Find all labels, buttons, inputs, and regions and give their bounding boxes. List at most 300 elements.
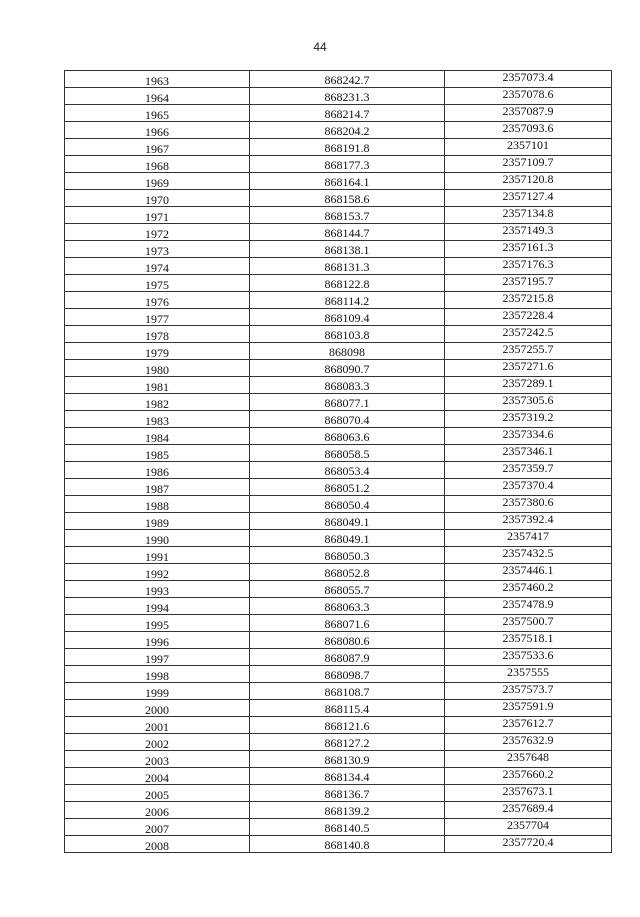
year-cell-text: 1978 [145, 329, 169, 343]
y-coordinate-cell-text: 2357446.1 [502, 563, 554, 577]
y-coordinate-cell [445, 224, 612, 241]
year-cell [65, 734, 250, 751]
x-coordinate-cell [250, 207, 445, 224]
table-row [65, 632, 612, 649]
y-coordinate-cell-text: 2357573.7 [502, 682, 554, 696]
table-row [65, 377, 612, 394]
year-cell [65, 496, 250, 513]
year-cell-text: 1979 [145, 346, 169, 360]
x-coordinate-cell-text: 868127.2 [324, 736, 370, 750]
y-coordinate-cell [445, 700, 612, 717]
y-coordinate-cell [445, 156, 612, 173]
year-cell-text: 1967 [145, 142, 169, 156]
table-row [65, 105, 612, 122]
table-row [65, 683, 612, 700]
year-cell-text: 1983 [145, 414, 169, 428]
x-coordinate-cell-text: 868204.2 [324, 124, 370, 138]
y-coordinate-cell-text: 2357632.9 [502, 733, 554, 747]
y-coordinate-cell-text: 2357271.6 [502, 359, 554, 373]
y-coordinate-cell-text: 2357704 [507, 818, 549, 832]
x-coordinate-cell-text: 868136.7 [324, 787, 370, 801]
y-coordinate-cell-text: 2357319.2 [502, 410, 554, 424]
year-cell [65, 292, 250, 309]
table-row [65, 581, 612, 598]
year-cell [65, 632, 250, 649]
year-cell [65, 105, 250, 122]
year-cell [65, 564, 250, 581]
y-coordinate-cell-text: 2357289.1 [502, 376, 554, 390]
year-cell-text: 1998 [145, 669, 169, 683]
y-coordinate-cell [445, 785, 612, 802]
year-cell [65, 156, 250, 173]
x-coordinate-cell [250, 292, 445, 309]
x-coordinate-cell-text: 868071.6 [324, 617, 370, 631]
y-coordinate-cell [445, 139, 612, 156]
x-coordinate-cell [250, 734, 445, 751]
table-row [65, 343, 612, 360]
y-coordinate-cell [445, 649, 612, 666]
year-cell [65, 224, 250, 241]
table-row [65, 275, 612, 292]
y-coordinate-cell-text: 2357255.7 [502, 342, 554, 356]
table-row [65, 462, 612, 479]
y-coordinate-cell [445, 598, 612, 615]
y-coordinate-cell [445, 683, 612, 700]
x-coordinate-cell-text: 868049.1 [324, 515, 370, 529]
year-cell-text: 1964 [145, 91, 169, 105]
table-row [65, 530, 612, 547]
x-coordinate-cell [250, 241, 445, 258]
x-coordinate-cell-text: 868177.3 [324, 158, 370, 172]
x-coordinate-cell-text: 868121.6 [324, 719, 370, 733]
year-cell [65, 666, 250, 683]
table-body [65, 71, 612, 853]
y-coordinate-cell-text: 2357127.4 [502, 189, 554, 203]
x-coordinate-cell [250, 360, 445, 377]
x-coordinate-cell-text: 868115.4 [324, 702, 370, 716]
year-cell [65, 785, 250, 802]
year-cell-text: 2004 [145, 771, 169, 785]
year-cell-text: 1972 [145, 227, 169, 241]
x-coordinate-cell-text: 868055.7 [324, 583, 370, 597]
y-coordinate-cell [445, 173, 612, 190]
y-coordinate-cell [445, 462, 612, 479]
y-coordinate-cell [445, 394, 612, 411]
y-coordinate-cell-text: 2357242.5 [502, 325, 554, 339]
table-row [65, 411, 612, 428]
y-coordinate-cell [445, 343, 612, 360]
x-coordinate-cell [250, 547, 445, 564]
year-cell-text: 1965 [145, 108, 169, 122]
y-coordinate-cell [445, 581, 612, 598]
y-coordinate-cell [445, 88, 612, 105]
year-cell-text: 2008 [145, 839, 169, 853]
table-row [65, 513, 612, 530]
year-cell-text: 1993 [145, 584, 169, 598]
year-cell-text: 1989 [145, 516, 169, 530]
y-coordinate-cell-text: 2357720.4 [502, 835, 554, 849]
table-row [65, 207, 612, 224]
table-row [65, 326, 612, 343]
y-coordinate-cell-text: 2357120.8 [502, 172, 554, 186]
table-row [65, 751, 612, 768]
x-coordinate-cell-text: 868080.6 [324, 634, 370, 648]
x-coordinate-cell [250, 802, 445, 819]
year-cell-text: 1963 [145, 74, 169, 88]
x-coordinate-cell [250, 683, 445, 700]
y-coordinate-cell [445, 802, 612, 819]
x-coordinate-cell [250, 819, 445, 836]
table-row [65, 598, 612, 615]
x-coordinate-cell-text: 868131.3 [324, 260, 370, 274]
table-row [65, 836, 612, 853]
y-coordinate-cell-text: 2357478.9 [502, 597, 554, 611]
y-coordinate-cell [445, 122, 612, 139]
table-row [65, 224, 612, 241]
year-cell [65, 462, 250, 479]
year-cell-text: 1986 [145, 465, 169, 479]
table-row [65, 394, 612, 411]
y-coordinate-cell-text: 2357334.6 [502, 427, 554, 441]
x-coordinate-cell-text: 868134.4 [324, 770, 370, 784]
year-cell [65, 309, 250, 326]
year-cell-text: 1984 [145, 431, 169, 445]
y-coordinate-cell [445, 275, 612, 292]
x-coordinate-cell-text: 868050.4 [324, 498, 370, 512]
x-coordinate-cell [250, 394, 445, 411]
table-row [65, 156, 612, 173]
y-coordinate-cell [445, 632, 612, 649]
x-coordinate-cell [250, 411, 445, 428]
year-cell [65, 190, 250, 207]
y-coordinate-cell [445, 190, 612, 207]
y-coordinate-cell [445, 428, 612, 445]
y-coordinate-cell-text: 2357228.4 [502, 308, 554, 322]
x-coordinate-cell-text: 868070.4 [324, 413, 370, 427]
table-row [65, 819, 612, 836]
x-coordinate-cell-text: 868098.7 [324, 668, 370, 682]
year-cell [65, 275, 250, 292]
x-coordinate-cell [250, 258, 445, 275]
x-coordinate-cell-text: 868108.7 [324, 685, 370, 699]
y-coordinate-cell-text: 2357149.3 [502, 223, 554, 237]
table-row [65, 649, 612, 666]
x-coordinate-cell-text: 868109.4 [324, 311, 370, 325]
year-cell [65, 173, 250, 190]
x-coordinate-cell [250, 275, 445, 292]
year-cell-text: 1980 [145, 363, 169, 377]
year-cell-text: 1975 [145, 278, 169, 292]
y-coordinate-cell-text: 2357087.9 [502, 104, 554, 118]
x-coordinate-cell [250, 326, 445, 343]
table-row [65, 496, 612, 513]
y-coordinate-cell-text: 2357500.7 [502, 614, 554, 628]
x-coordinate-cell [250, 462, 445, 479]
x-coordinate-cell [250, 122, 445, 139]
y-coordinate-cell-text: 2357689.4 [502, 801, 554, 815]
year-cell [65, 717, 250, 734]
x-coordinate-cell-text: 868191.8 [324, 141, 370, 155]
y-coordinate-cell-text: 2357078.6 [502, 87, 554, 101]
table-row [65, 258, 612, 275]
year-cell-text: 1981 [145, 380, 169, 394]
y-coordinate-cell [445, 292, 612, 309]
year-cell-text: 2002 [145, 737, 169, 751]
y-coordinate-cell [445, 615, 612, 632]
y-coordinate-cell [445, 836, 612, 853]
x-coordinate-cell [250, 666, 445, 683]
y-coordinate-cell-text: 2357417 [507, 529, 549, 543]
x-coordinate-cell-text: 868140.8 [324, 838, 370, 852]
year-cell-text: 1995 [145, 618, 169, 632]
x-coordinate-cell-text: 868077.1 [324, 396, 370, 410]
x-coordinate-cell-text: 868130.9 [324, 753, 370, 767]
x-coordinate-cell-text: 868158.6 [324, 192, 370, 206]
x-coordinate-cell [250, 377, 445, 394]
y-coordinate-cell-text: 2357161.3 [502, 240, 554, 254]
year-cell [65, 139, 250, 156]
y-coordinate-cell-text: 2357109.7 [502, 155, 554, 169]
year-cell-text: 1991 [145, 550, 169, 564]
page-number: 44 [313, 40, 327, 54]
year-cell [65, 241, 250, 258]
x-coordinate-cell [250, 632, 445, 649]
year-cell-text: 2006 [145, 805, 169, 819]
year-cell-text: 1974 [145, 261, 169, 275]
year-cell [65, 360, 250, 377]
y-coordinate-cell-text: 2357101 [507, 138, 549, 152]
year-cell [65, 598, 250, 615]
y-coordinate-cell [445, 768, 612, 785]
year-cell [65, 258, 250, 275]
year-cell [65, 547, 250, 564]
year-cell-text: 1994 [145, 601, 169, 615]
year-cell-text: 1987 [145, 482, 169, 496]
x-coordinate-cell-text: 868122.8 [324, 277, 370, 291]
x-coordinate-cell [250, 479, 445, 496]
y-coordinate-cell-text: 2357460.2 [502, 580, 554, 594]
x-coordinate-cell [250, 428, 445, 445]
x-coordinate-cell-text: 868098 [329, 345, 365, 359]
y-coordinate-cell [445, 377, 612, 394]
year-cell [65, 649, 250, 666]
year-cell-text: 2001 [145, 720, 169, 734]
year-cell-text: 1970 [145, 193, 169, 207]
y-coordinate-cell-text: 2357533.6 [502, 648, 554, 662]
x-coordinate-cell [250, 88, 445, 105]
x-coordinate-cell-text: 868058.5 [324, 447, 370, 461]
x-coordinate-cell [250, 564, 445, 581]
x-coordinate-cell-text: 868051.2 [324, 481, 370, 495]
table-row [65, 666, 612, 683]
table-row [65, 241, 612, 258]
table-row [65, 122, 612, 139]
y-coordinate-cell [445, 751, 612, 768]
y-coordinate-cell-text: 2357346.1 [502, 444, 554, 458]
y-coordinate-cell-text: 2357648 [507, 750, 549, 764]
x-coordinate-cell [250, 71, 445, 88]
x-coordinate-cell [250, 513, 445, 530]
x-coordinate-cell-text: 868153.7 [324, 209, 370, 223]
y-coordinate-cell [445, 513, 612, 530]
table-row [65, 88, 612, 105]
year-cell [65, 122, 250, 139]
year-cell-text: 1990 [145, 533, 169, 547]
year-cell [65, 479, 250, 496]
x-coordinate-cell [250, 649, 445, 666]
year-cell [65, 411, 250, 428]
year-cell [65, 445, 250, 462]
year-cell [65, 615, 250, 632]
year-cell-text: 1971 [145, 210, 169, 224]
x-coordinate-cell-text: 868242.7 [324, 73, 370, 87]
year-cell [65, 683, 250, 700]
x-coordinate-cell [250, 105, 445, 122]
year-cell-text: 1988 [145, 499, 169, 513]
year-cell-text: 1968 [145, 159, 169, 173]
year-cell-text: 1977 [145, 312, 169, 326]
y-coordinate-cell-text: 2357432.5 [502, 546, 554, 560]
year-cell-text: 1997 [145, 652, 169, 666]
year-cell-text: 2005 [145, 788, 169, 802]
year-cell [65, 377, 250, 394]
y-coordinate-cell-text: 2357195.7 [502, 274, 554, 288]
table-row [65, 428, 612, 445]
x-coordinate-cell [250, 343, 445, 360]
y-coordinate-cell-text: 2357215.8 [502, 291, 554, 305]
table-row [65, 768, 612, 785]
x-coordinate-cell-text: 868063.6 [324, 430, 370, 444]
x-coordinate-cell [250, 309, 445, 326]
year-cell-text: 1996 [145, 635, 169, 649]
x-coordinate-cell [250, 700, 445, 717]
year-cell-text: 1999 [145, 686, 169, 700]
year-cell [65, 428, 250, 445]
table-row [65, 360, 612, 377]
x-coordinate-cell-text: 868083.3 [324, 379, 370, 393]
table-row [65, 173, 612, 190]
y-coordinate-cell [445, 530, 612, 547]
year-cell-text: 1969 [145, 176, 169, 190]
year-cell-text: 1992 [145, 567, 169, 581]
x-coordinate-cell-text: 868063.3 [324, 600, 370, 614]
y-coordinate-cell-text: 2357673.1 [502, 784, 554, 798]
y-coordinate-cell [445, 666, 612, 683]
y-coordinate-cell-text: 2357518.1 [502, 631, 554, 645]
x-coordinate-cell-text: 868164.1 [324, 175, 370, 189]
x-coordinate-cell-text: 868139.2 [324, 804, 370, 818]
y-coordinate-cell-text: 2357176.3 [502, 257, 554, 271]
year-cell-text: 1985 [145, 448, 169, 462]
x-coordinate-cell [250, 581, 445, 598]
x-coordinate-cell [250, 445, 445, 462]
table-row [65, 71, 612, 88]
y-coordinate-cell-text: 2357392.4 [502, 512, 554, 526]
y-coordinate-cell [445, 411, 612, 428]
year-cell [65, 513, 250, 530]
x-coordinate-cell [250, 496, 445, 513]
x-coordinate-cell-text: 868050.3 [324, 549, 370, 563]
year-cell-text: 2007 [145, 822, 169, 836]
y-coordinate-cell-text: 2357305.6 [502, 393, 554, 407]
coordinate-table [64, 70, 612, 853]
table-row [65, 564, 612, 581]
x-coordinate-cell-text: 868140.5 [324, 821, 370, 835]
year-cell [65, 343, 250, 360]
y-coordinate-cell [445, 734, 612, 751]
x-coordinate-cell [250, 224, 445, 241]
year-cell [65, 530, 250, 547]
table-row [65, 139, 612, 156]
year-cell [65, 768, 250, 785]
x-coordinate-cell [250, 139, 445, 156]
y-coordinate-cell [445, 71, 612, 88]
x-coordinate-cell-text: 868231.3 [324, 90, 370, 104]
year-cell [65, 751, 250, 768]
year-cell [65, 700, 250, 717]
year-cell [65, 836, 250, 853]
year-cell-text: 1973 [145, 244, 169, 258]
x-coordinate-cell-text: 868103.8 [324, 328, 370, 342]
y-coordinate-cell [445, 547, 612, 564]
year-cell [65, 394, 250, 411]
y-coordinate-cell [445, 496, 612, 513]
table-row [65, 802, 612, 819]
y-coordinate-cell [445, 258, 612, 275]
year-cell [65, 207, 250, 224]
x-coordinate-cell-text: 868090.7 [324, 362, 370, 376]
year-cell [65, 71, 250, 88]
x-coordinate-cell-text: 868052.8 [324, 566, 370, 580]
year-cell [65, 802, 250, 819]
x-coordinate-cell-text: 868114.2 [324, 294, 370, 308]
x-coordinate-cell [250, 768, 445, 785]
y-coordinate-cell [445, 241, 612, 258]
y-coordinate-cell [445, 105, 612, 122]
y-coordinate-cell [445, 326, 612, 343]
x-coordinate-cell [250, 173, 445, 190]
table-row [65, 615, 612, 632]
table-row [65, 785, 612, 802]
year-cell [65, 581, 250, 598]
y-coordinate-cell-text: 2357093.6 [502, 121, 554, 135]
x-coordinate-cell [250, 530, 445, 547]
table-row [65, 700, 612, 717]
x-coordinate-cell-text: 868049.1 [324, 532, 370, 546]
x-coordinate-cell [250, 156, 445, 173]
year-cell-text: 2000 [145, 703, 169, 717]
y-coordinate-cell [445, 564, 612, 581]
x-coordinate-cell [250, 598, 445, 615]
x-coordinate-cell [250, 785, 445, 802]
x-coordinate-cell-text: 868087.9 [324, 651, 370, 665]
table-row [65, 309, 612, 326]
x-coordinate-cell-text: 868138.1 [324, 243, 370, 257]
x-coordinate-cell-text: 868053.4 [324, 464, 370, 478]
y-coordinate-cell-text: 2357134.8 [502, 206, 554, 220]
x-coordinate-cell [250, 615, 445, 632]
table-row [65, 734, 612, 751]
year-cell [65, 88, 250, 105]
table-row [65, 717, 612, 734]
x-coordinate-cell [250, 751, 445, 768]
y-coordinate-cell [445, 819, 612, 836]
year-cell-text: 1976 [145, 295, 169, 309]
y-coordinate-cell-text: 2357370.4 [502, 478, 554, 492]
y-coordinate-cell [445, 479, 612, 496]
table-row [65, 292, 612, 309]
year-cell-text: 1982 [145, 397, 169, 411]
